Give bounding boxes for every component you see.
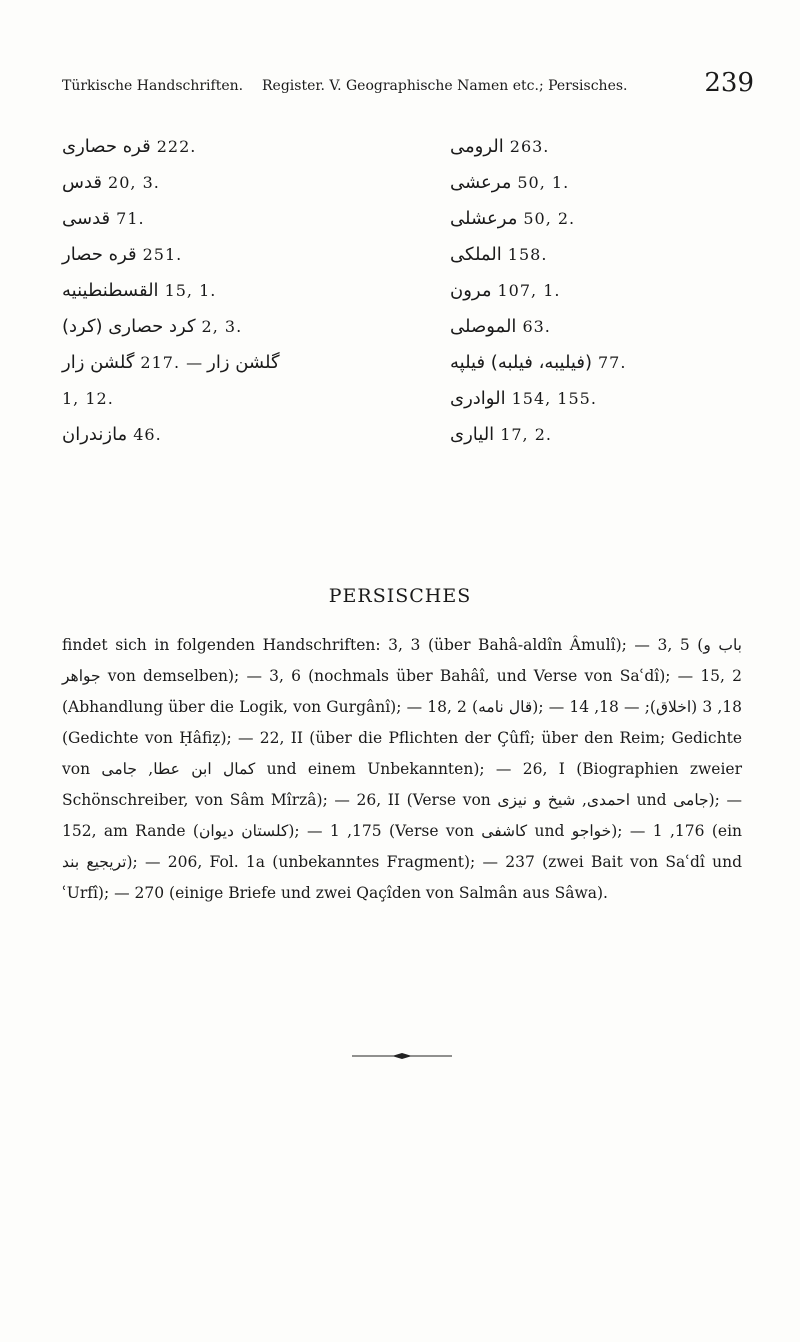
- index-entry: [62, 200, 332, 236]
- page-number: 239: [704, 68, 754, 98]
- arabic-term: الوادری: [450, 387, 506, 409]
- arabic-term: الرومی: [450, 135, 504, 157]
- arabic-term: قدس: [62, 171, 103, 193]
- index-entry: [450, 272, 740, 308]
- index-column-left: [62, 128, 332, 452]
- index-entry: [450, 344, 740, 380]
- entry-reference: 107, 1.: [497, 280, 561, 300]
- arabic-term: الموصلی: [450, 315, 517, 337]
- entry-reference: 71.: [116, 208, 145, 228]
- arabic-term: قدسی: [62, 207, 111, 229]
- arabic-term: القسطنطینیه: [62, 279, 159, 301]
- running-header: [62, 68, 754, 102]
- arabic-term: مرون: [450, 279, 492, 301]
- index-entry: [450, 164, 740, 200]
- arabic-term-alt: گلشن زار: [207, 351, 280, 373]
- arabic-term: الیاری: [450, 423, 495, 445]
- arabic-term: مرعشی: [450, 171, 512, 193]
- paragraph-text: findet sich in folgenden Handschriften: 3, 3 (über Bahâ-aldîn Âmulî); — 3, 5 (باب و جواهر von demselben); — 3, 6 (nochmals über Bahâî, und Verse von Saʿdî); — 15, 2 (Abhandlung über die Logik, von Gurgânî); — 18, 2 (قال نامه); — 18, 3 (اخلاق); — 18, 14 (Gedichte von Ḥâfiẓ); — 22, II (über die Pflichten der Çûfî; über den Reim; Gedichte von کمال ابن عطا, جامی und einem Unbekannten); — 26, I (Biographien zweier Schönschreiber, von Sâm Mîrzâ); — 26, II (Verse von احمدی, شیخ و نیزی und جامی); — 152, am Rande (کلستان دیوان); — 175, 1 (Verse von کاشفی und خواجو); — 176, 1 (ein تریجیع بند); — 206, Fol. 1a (unbekanntes Fragment); — 237 (zwei Bait von Saʿdî und ʿUrfî); — 270 (einige Briefe und zwei Qaçîden von Salmân aus Sâwa).: [62, 636, 743, 902]
- entry-reference: 2, 3.: [201, 316, 243, 336]
- index-entry: [450, 308, 740, 344]
- arabic-term: (فیلیبه، فیلبه) فیلپه: [450, 351, 592, 373]
- arabic-term: مرعشلی: [450, 207, 518, 229]
- index-entry: [62, 128, 332, 164]
- index-entry: [450, 200, 740, 236]
- index-entry: [450, 236, 740, 272]
- entry-reference: 17, 2.: [500, 424, 552, 444]
- index-entry: [62, 164, 332, 200]
- index-entry: [62, 416, 332, 452]
- entry-reference: 222.: [156, 136, 197, 156]
- entry-reference: 20, 3.: [108, 172, 160, 192]
- index-entry: [62, 344, 332, 380]
- index-entry: [450, 128, 740, 164]
- arabic-term: مازندران: [62, 423, 128, 445]
- arabic-term: الملکی: [450, 243, 502, 265]
- arabic-term: قره حصار: [62, 243, 137, 265]
- entry-reference: 1, 12.: [62, 388, 114, 408]
- entry-reference: 46.: [133, 424, 162, 444]
- entry-reference: 217. —: [140, 352, 204, 372]
- arabic-term: قره حصاری: [62, 135, 151, 157]
- entry-reference: 77.: [597, 352, 627, 372]
- entry-reference: 50, 1.: [517, 172, 570, 192]
- entry-reference: 50, 2.: [523, 208, 576, 228]
- arabic-term: گلشن زار: [62, 351, 135, 373]
- header-section-title: Register. V. Geographische Namen etc.; Persisches.: [262, 78, 628, 94]
- entry-reference: 154, 155.: [511, 388, 597, 408]
- body-paragraph: [62, 630, 742, 909]
- index-column-right: [450, 128, 740, 452]
- index-entry: [62, 308, 332, 344]
- closing-ornament: [352, 1052, 452, 1060]
- arabic-term: کرد حصاری (کرد): [62, 315, 196, 337]
- entry-reference: 15, 1.: [164, 280, 217, 300]
- header-left-title: Türkische Handschriften.: [62, 78, 244, 94]
- index-entry-continuation: [62, 380, 332, 416]
- entry-reference: 263.: [509, 136, 550, 156]
- index-entry: [62, 236, 332, 272]
- entry-reference: 158.: [507, 244, 548, 264]
- section-heading: PERSISCHES: [328, 585, 472, 607]
- index-entry: [450, 416, 740, 452]
- index-entry: [62, 272, 332, 308]
- entry-reference: 251.: [142, 244, 183, 264]
- index-entry: [450, 380, 740, 416]
- entry-reference: 63.: [522, 316, 551, 336]
